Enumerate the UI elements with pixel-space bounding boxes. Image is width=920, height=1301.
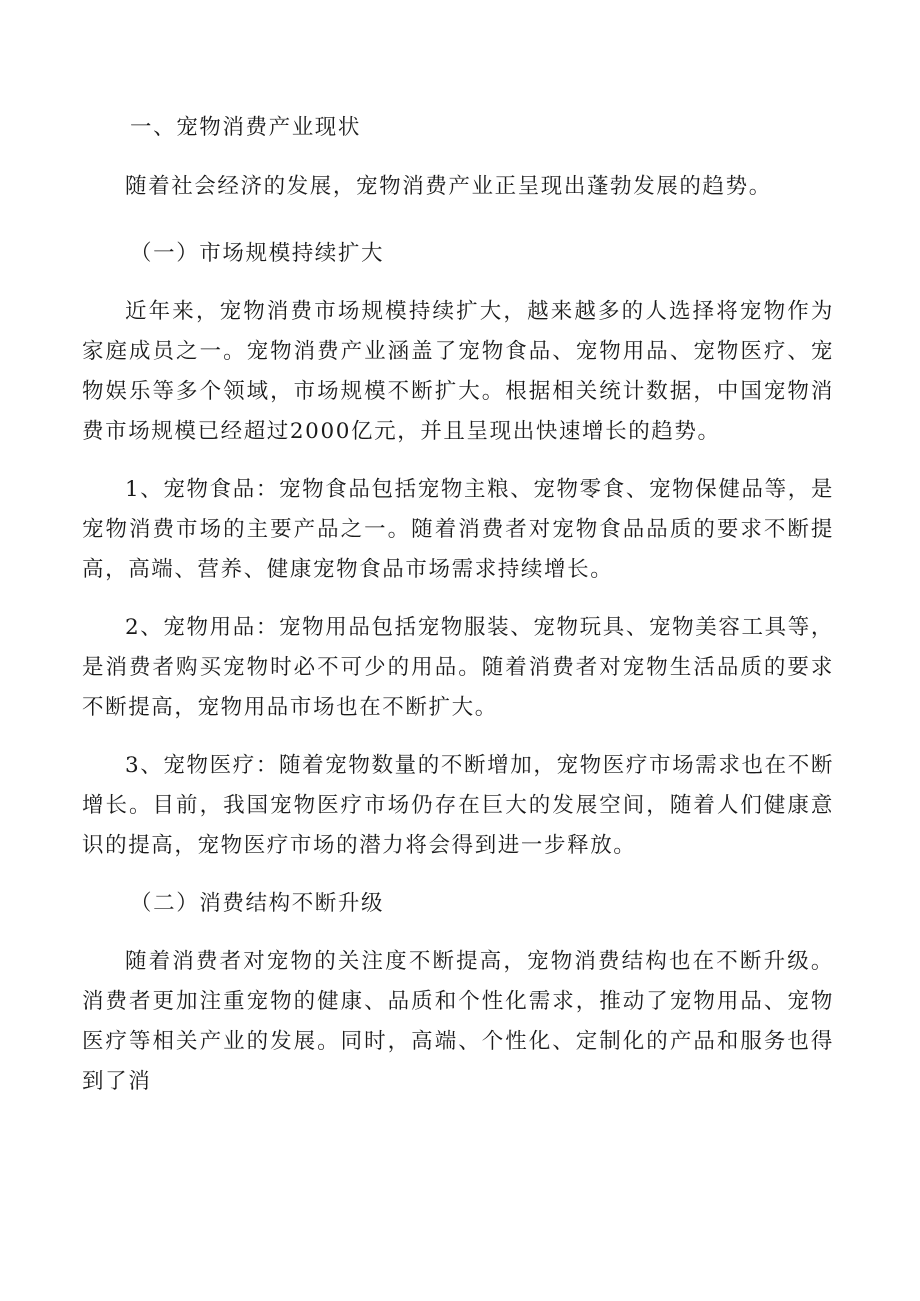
- market-scale-paragraph: 近年来，宠物消费市场规模持续扩大，越来越多的人选择将宠物作为家庭成员之一。宠物消费产业涵盖了宠物食品、宠物用品、宠物医疗、宠物娱乐等多个领域，市场规模不断扩大。根据相关统计数据，中国宠物消费市场规模已经超过2000亿元，并且呈现出快速增长的趋势。: [82, 299, 834, 444]
- subsection-1-title: （一）市场规模持续扩大: [130, 241, 385, 266]
- section-title: 一、宠物消费产业现状: [130, 115, 362, 140]
- intro-paragraph: 随着社会经济的发展，宠物消费产业正呈现出蓬勃发展的趋势。: [125, 174, 772, 199]
- document-body: [82, 108, 834, 1102]
- pet-supplies-paragraph: 2、宠物用品：宠物用品包括宠物服装、宠物玩具、宠物美容工具等，是消费者购买宠物时必不可少的用品。随着消费者对宠物生活品质的要求不断提高，宠物用品市场也在不断扩大。: [82, 615, 834, 720]
- pet-medical-paragraph: 3、宠物医疗：随着宠物数量的不断增加，宠物医疗市场需求也在不断增长。目前，我国宠物医疗市场仍存在巨大的发展空间，随着人们健康意识的提高，宠物医疗市场的潜力将会得到进一步释放。: [82, 753, 834, 858]
- consumption-structure-paragraph: 随着消费者对宠物的关注度不断提高，宠物消费结构也在不断升级。消费者更加注重宠物的健康、品质和个性化需求，推动了宠物用品、宠物医疗等相关产业的发展。同时，高端、个性化、定制化的产品和服务也得到了消: [82, 949, 834, 1094]
- pet-food-paragraph: 1、宠物食品：宠物食品包括宠物主粮、宠物零食、宠物保健品等，是宠物消费市场的主要产品之一。随着消费者对宠物食品品质的要求不断提高，高端、营养、健康宠物食品市场需求持续增长。: [82, 477, 834, 582]
- subsection-2-title: （二）消费结构不断升级: [130, 891, 385, 916]
